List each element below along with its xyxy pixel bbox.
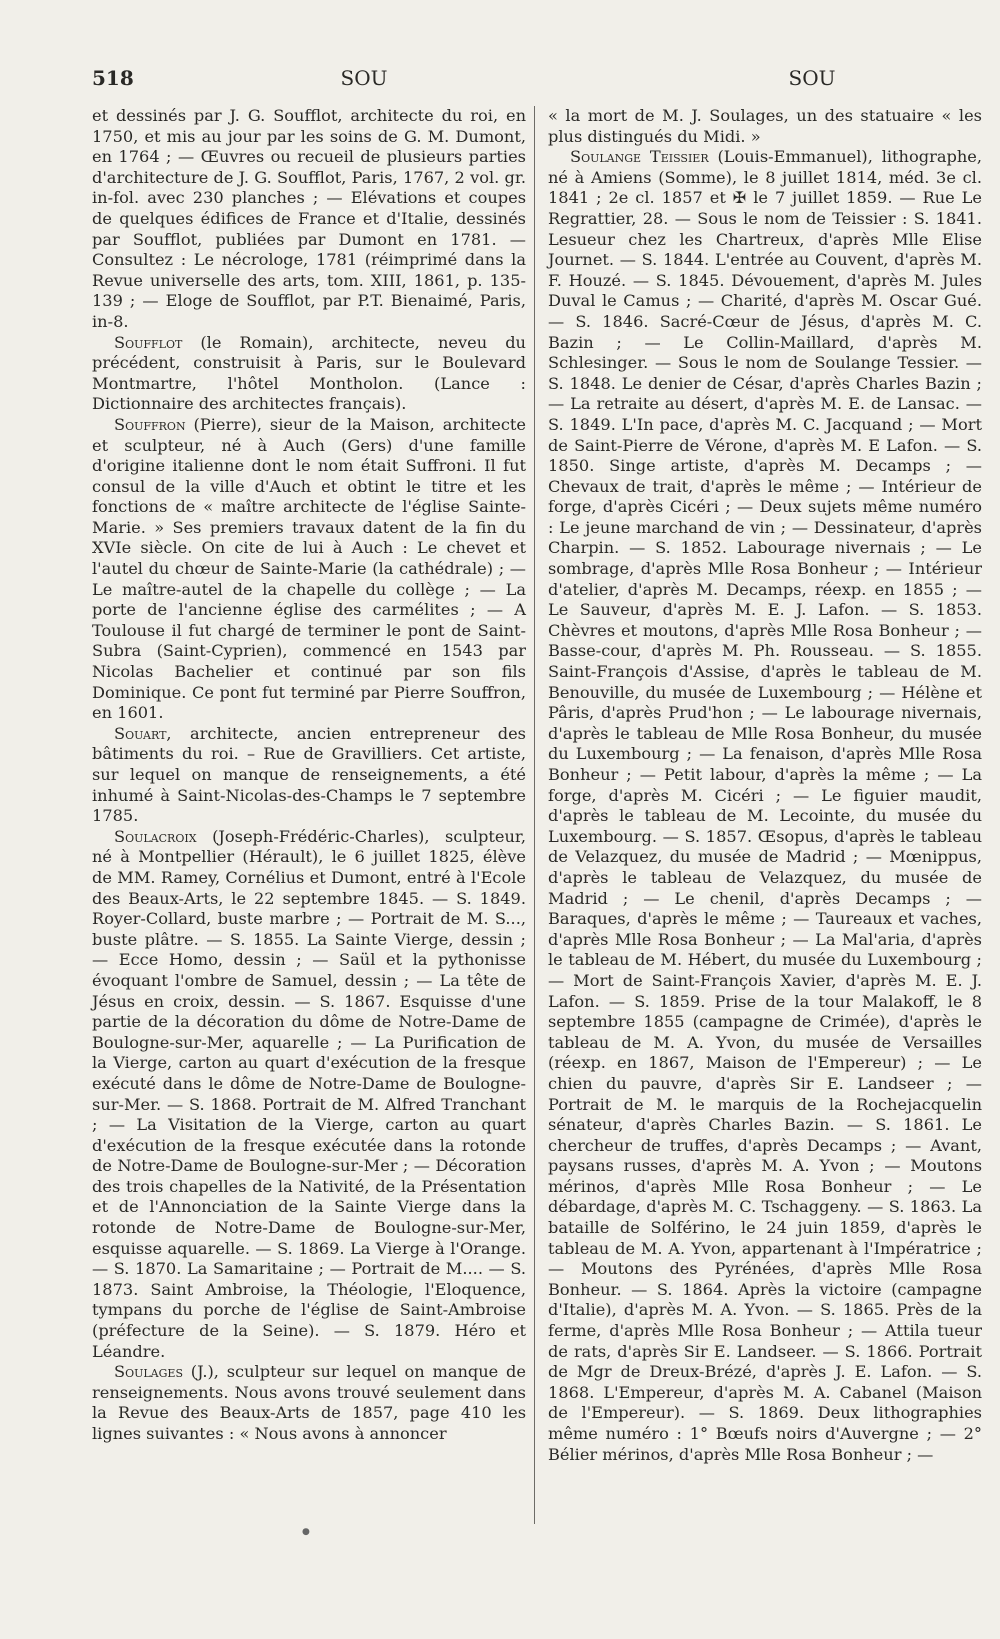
column-divider <box>534 106 535 1524</box>
entry-soulacroix <box>92 827 526 1362</box>
ornament-dot-icon: ● <box>302 1527 310 1537</box>
left-column <box>92 106 526 1445</box>
entry-text: (Joseph-Frédéric-Charles), sculpteur, né à Montpellier (Hérault), le 6 juillet 1825, élève de MM. Ramey, Cornélius et Dumont, entré à l'Ecole des Beaux-Arts, le 22 septembre 1845. — S. 1849. Royer-Collard, buste marbre ; — Portrait de M. S..., buste plâtre. — S. 1855. La Sainte Vierge, dessin ; — Ecce Homo, dessin ; — Saül et la pythonisse évoquant l'ombre de Samuel, dessin ; — La tête de Jésus en croix, dessin. — S. 1867. Esquisse d'une partie de la décoration du dôme de Notre-Dame de Boulogne-sur-Mer, aquarelle ; — La Purification de la Vierge, carton au quart d'exécution de la fresque exécuté dans le dôme de Notre-Dame de Boulogne-sur-Mer. — S. 1868. Portrait de M. Alfred Tranchant ; — La Visitation de la Vierge, carton au quart d'exécution de la fresque exécutée dans la rotonde de Notre-Dame de Boulogne-sur-Mer ; — Décoration des trois chapelles de la Nativité, de la Présentation et de l'Annonciation de la Sainte Vierge dans la rotonde de Notre-Dame de Boulogne-sur-Mer, esquisse aquarelle. — S. 1869. La Vierge à l'Orange. — S. 1870. La Samaritaine ; — Portrait de M.... — S. 1873. Saint Ambroise, la Théologie, l'Eloquence, tympans du porche de l'église de Saint-Ambroise (préfecture de la Seine). — S. 1879. Héro et Léandre. <box>92 826 526 1361</box>
entry-text: (Louis-Emmanuel), lithographe, né à Amiens (Somme), le 8 juillet 1814, méd. 3e cl. 1841 ; 2e cl. 1857 et ✠ le 7 juillet 1859. — Rue Le Regrattier, 28. — Sous le nom de Teissier : S. 1841. Lesueur chez les Chartreux, d'après Mlle Elise Journet. — S. 1844. L'entrée au Couvent, d'après M. F. Houzé. — S. 1845. Dévouement, d'après M. Jules Duval le Camus ; — Charité, d'après M. Oscar Gué. — S. 1846. Sacré-Cœur de Jésus, d'après M. C. Bazin ; — Le Collin-Maillard, d'après M. Schlesinger. — Sous le nom de Soulange Tessier. — S. 1848. Le denier de César, d'après Charles Bazin ; — La retraite au désert, d'après M. E. de Lansac. — S. 1849. L'In pace, d'après M. C. Jacquand ; — Mort de Saint-Pierre de Vérone, d'après M. E Lafon. — S. 1850. Singe artiste, d'après M. Decamps ; — Chevaux de trait, d'après le même ; — Intérieur de forge, d'après Cicéri ; — Deux sujets même numéro : Le jeune marchand de vin ; — Dessinateur, d'après Charpin. — S. 1852. Labourage nivernais ; — Le sombrage, d'après Mlle Rosa Bonheur ; — Intérieur d'atelier, d'après M. Decamps, réexp. en 1855 ; — Le Sauveur, d'après M. E. J. Lafon. — S. 1853. Chèvres et moutons, d'après Mlle Rosa Bonheur ; — Basse-cour, d'après M. Ph. Rousseau. — S. 1855. Saint-François d'Assise, d'après le tableau de M. Benouville, du musée de Luxembourg ; — Hélène et Pâris, d'après Prud'hon ; — Le labourage nivernais, d'après le tableau de Mlle Rosa Bonheur, du musée du Luxembourg ; — La fenaison, d'après Mlle Rosa Bonheur ; — Petit labour, d'après la même ; — La forge, d'après M. Cicéri ; — Le figuier maudit, d'après le tableau de M. Lecointe, du musée du Luxembourg. — S. 1857. Œsopus, d'après le tableau de Velazquez, du musée de Madrid ; — Mœnippus, d'après le tableau de Velazquez, du musée de Madrid ; — Le chenil, d'après Decamps ; — Baraques, d'après le même ; — Taureaux et vaches, d'après Mlle Rosa Bonheur ; — La Mal'aria, d'après le tableau de M. Hébert, du musée du Luxembourg ; — Mort de Saint-François Xavier, d'après M. E. J. Lafon. — S. 1859. Prise de la tour Malakoff, le 8 septembre 1855 (campagne de Crimée), d'après le tableau de M. A. Yvon, du musée de Versailles (réexp. en 1867, Maison de l'Empereur) ; — Le chien du pauvre, d'après Sir E. Landseer ; — Portrait de M. le marquis de la Rochejacquelin sénateur, d'après Charles Bazin. — S. 1861. Le chercheur de truffes, d'après Decamps ; — Avant, paysans russes, d'après M. A. Yvon ; — Moutons mérinos, d'après Mlle Rosa Bonheur ; — Le débardage, d'après M. C. Tschaggeny. — S. 1863. La bataille de Solférino, le 24 juin 1859, d'après le tableau de M. A. Yvon, appartenant à l'Impératrice ; — Moutons des Pyrénées, d'après Mlle Rosa Bonheur. — S. 1864. Après la victoire (campagne d'Italie), d'après M. A. Yvon. — S. 1865. Près de la ferme, d'après Mlle Rosa Bonheur ; — Attila tueur de rats, d'après Sir E. Landseer. — S. 1866. Portrait de Mgr de Dreux-Brézé, d'après J. E. Lafon. — S. 1868. L'Empereur, d'après M. A. Cabanel (Maison de l'Empereur). — S. 1869. Deux lithographies même numéro : 1° Bœufs noirs d'Auvergne ; — 2° Bélier mérinos, d'après Mlle Rosa Bonheur ; — <box>548 147 982 1464</box>
running-head <box>92 66 980 94</box>
entry-name: Soulange Teissier <box>570 147 709 167</box>
right-column <box>548 106 982 1465</box>
entry-soulages <box>92 1362 526 1444</box>
entry-name: Soufflot <box>114 332 183 352</box>
entry-name: Souart <box>114 723 167 743</box>
entry-text: , architecte, ancien entrepreneur des bâtiments du roi. – Rue de Gravilliers. Cet artiste, sur lequel on manque de renseignements, a été inhumé à Saint-Nicolas-des-Champs le 7 septembre 1785. <box>92 723 526 826</box>
entry-souffron <box>92 415 526 724</box>
entry-soufflot-le-romain <box>92 333 526 415</box>
entry-souart <box>92 724 526 827</box>
right-running-title: SOU <box>788 66 836 90</box>
entry-name: Souffron <box>114 414 186 434</box>
page-number: 518 <box>92 66 134 90</box>
entry-text: (J.), sculpteur sur lequel on manque de renseignements. Nous avons trouvé seulement dans la Revue des Beaux-Arts de 1857, page 410 les lignes suivantes : « Nous avons à annoncer <box>92 1362 526 1443</box>
entry-name: Soulages <box>114 1362 183 1382</box>
entry-soulange-teissier <box>548 147 982 1465</box>
left-running-title: SOU <box>340 66 388 90</box>
entry-text: (Pierre), sieur de la Maison, architecte et sculpteur, né à Auch (Gers) d'une famille d'origine italienne dont le nom était Suffroni. Il fut consul de la ville d'Auch et obtint le titre et les fonctions de « maître architecte de l'église Sainte-Marie. » Ses premiers travaux datent de la fin du XVIe siècle. On cite de lui à Auch : Le chevet et l'autel du chœur de Sainte-Marie (la cathédrale) ; — Le maître-autel de la chapelle du collège ; — La porte de l'ancienne église des carmélites ; — A Toulouse il fut chargé de terminer le pont de Saint-Subra (Saint-Cyprien), commencé en 1543 par Nicolas Bachelier et continué par son fils Dominique. Ce pont fut terminé par Pierre Souffron, en 1601. <box>92 414 526 723</box>
entry-soulages-quote: « la mort de M. J. Soulages, un des statuaire « les plus distingués du Midi. » <box>548 106 982 146</box>
entry-name: Soulacroix <box>114 826 197 846</box>
entry-text: (le Romain), architecte, neveu du précédent, construisit à Paris, sur le Boulevard Montmartre, l'hôtel Montholon. (Lance : Dictionnaire des architectes français). <box>92 332 526 414</box>
entry-soufflot-continued: et dessinés par J. G. Soufflot, architecte du roi, en 1750, et mis au jour par les soins de G. M. Dumont, en 1764 ; — Œuvres ou recueil de plusieurs parties d'architecture de J. G. Soufflot, Paris, 1767, 2 vol. gr. in-fol. avec 230 planches ; — Elévations et coupes de quelques édifices de France et d'Italie, dessinés par Soufflot, publiées par Dumont en 1781. — Consultez : Le nécrologe, 1781 (réimprimé dans la Revue universelle des arts, tom. XIII, 1861, p. 135-139 ; — Eloge de Soufflot, par P.T. Bienaimé, Paris, in-8. <box>92 106 526 331</box>
